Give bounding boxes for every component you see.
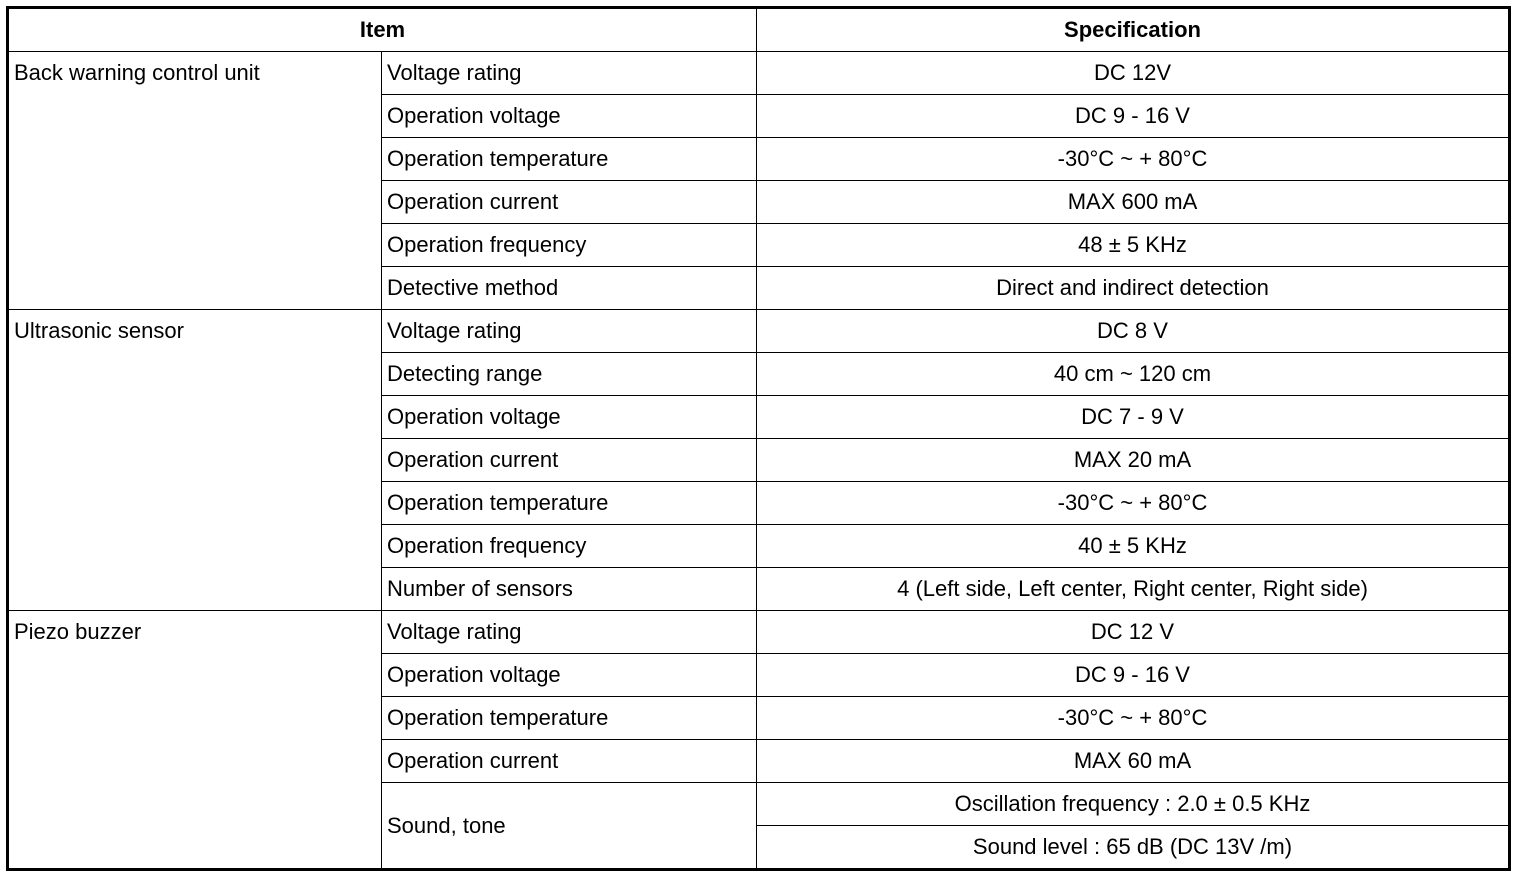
item-cell: Operation current [382, 439, 757, 482]
item-cell: Operation current [382, 181, 757, 224]
specification-cell: DC 12 V [757, 611, 1510, 654]
specification-cell: Sound level : 65 dB (DC 13V /m) [757, 826, 1510, 870]
group-name-cell: Ultrasonic sensor [8, 310, 382, 611]
item-cell: Voltage rating [382, 611, 757, 654]
specification-cell: DC 12V [757, 52, 1510, 95]
specification-cell: Direct and indirect detection [757, 267, 1510, 310]
specification-cell: Oscillation frequency : 2.0 ± 0.5 KHz [757, 783, 1510, 826]
item-cell: Detecting range [382, 353, 757, 396]
specification-cell: 40 cm ~ 120 cm [757, 353, 1510, 396]
specification-cell: MAX 60 mA [757, 740, 1510, 783]
table-row [8, 611, 1510, 654]
header-specification: Specification [757, 8, 1510, 52]
specification-cell: MAX 20 mA [757, 439, 1510, 482]
item-cell: Operation frequency [382, 525, 757, 568]
specification-table [6, 6, 1511, 871]
item-cell: Operation temperature [382, 697, 757, 740]
item-cell: Operation voltage [382, 396, 757, 439]
specification-cell: DC 7 - 9 V [757, 396, 1510, 439]
specification-cell: DC 9 - 16 V [757, 95, 1510, 138]
item-cell: Voltage rating [382, 52, 757, 95]
header-item: Item [8, 8, 757, 52]
specification-cell: 48 ± 5 KHz [757, 224, 1510, 267]
item-cell: Operation voltage [382, 654, 757, 697]
specification-cell: DC 9 - 16 V [757, 654, 1510, 697]
item-cell: Operation voltage [382, 95, 757, 138]
item-cell: Voltage rating [382, 310, 757, 353]
item-cell: Number of sensors [382, 568, 757, 611]
group-name-cell: Piezo buzzer [8, 611, 382, 870]
specification-cell: -30°C ~ + 80°C [757, 138, 1510, 181]
specification-cell: 40 ± 5 KHz [757, 525, 1510, 568]
item-cell: Detective method [382, 267, 757, 310]
group-name-cell: Back warning control unit [8, 52, 382, 310]
table-row [8, 52, 1510, 95]
table-row [8, 310, 1510, 353]
specification-cell: -30°C ~ + 80°C [757, 482, 1510, 525]
item-cell: Operation temperature [382, 138, 757, 181]
specification-cell: MAX 600 mA [757, 181, 1510, 224]
specification-cell: DC 8 V [757, 310, 1510, 353]
specification-cell: -30°C ~ + 80°C [757, 697, 1510, 740]
item-cell: Sound, tone [382, 783, 757, 870]
header-row [8, 8, 1510, 52]
table-body [8, 52, 1510, 870]
specification-cell: 4 (Left side, Left center, Right center, Right side) [757, 568, 1510, 611]
item-cell: Operation temperature [382, 482, 757, 525]
item-cell: Operation frequency [382, 224, 757, 267]
item-cell: Operation current [382, 740, 757, 783]
